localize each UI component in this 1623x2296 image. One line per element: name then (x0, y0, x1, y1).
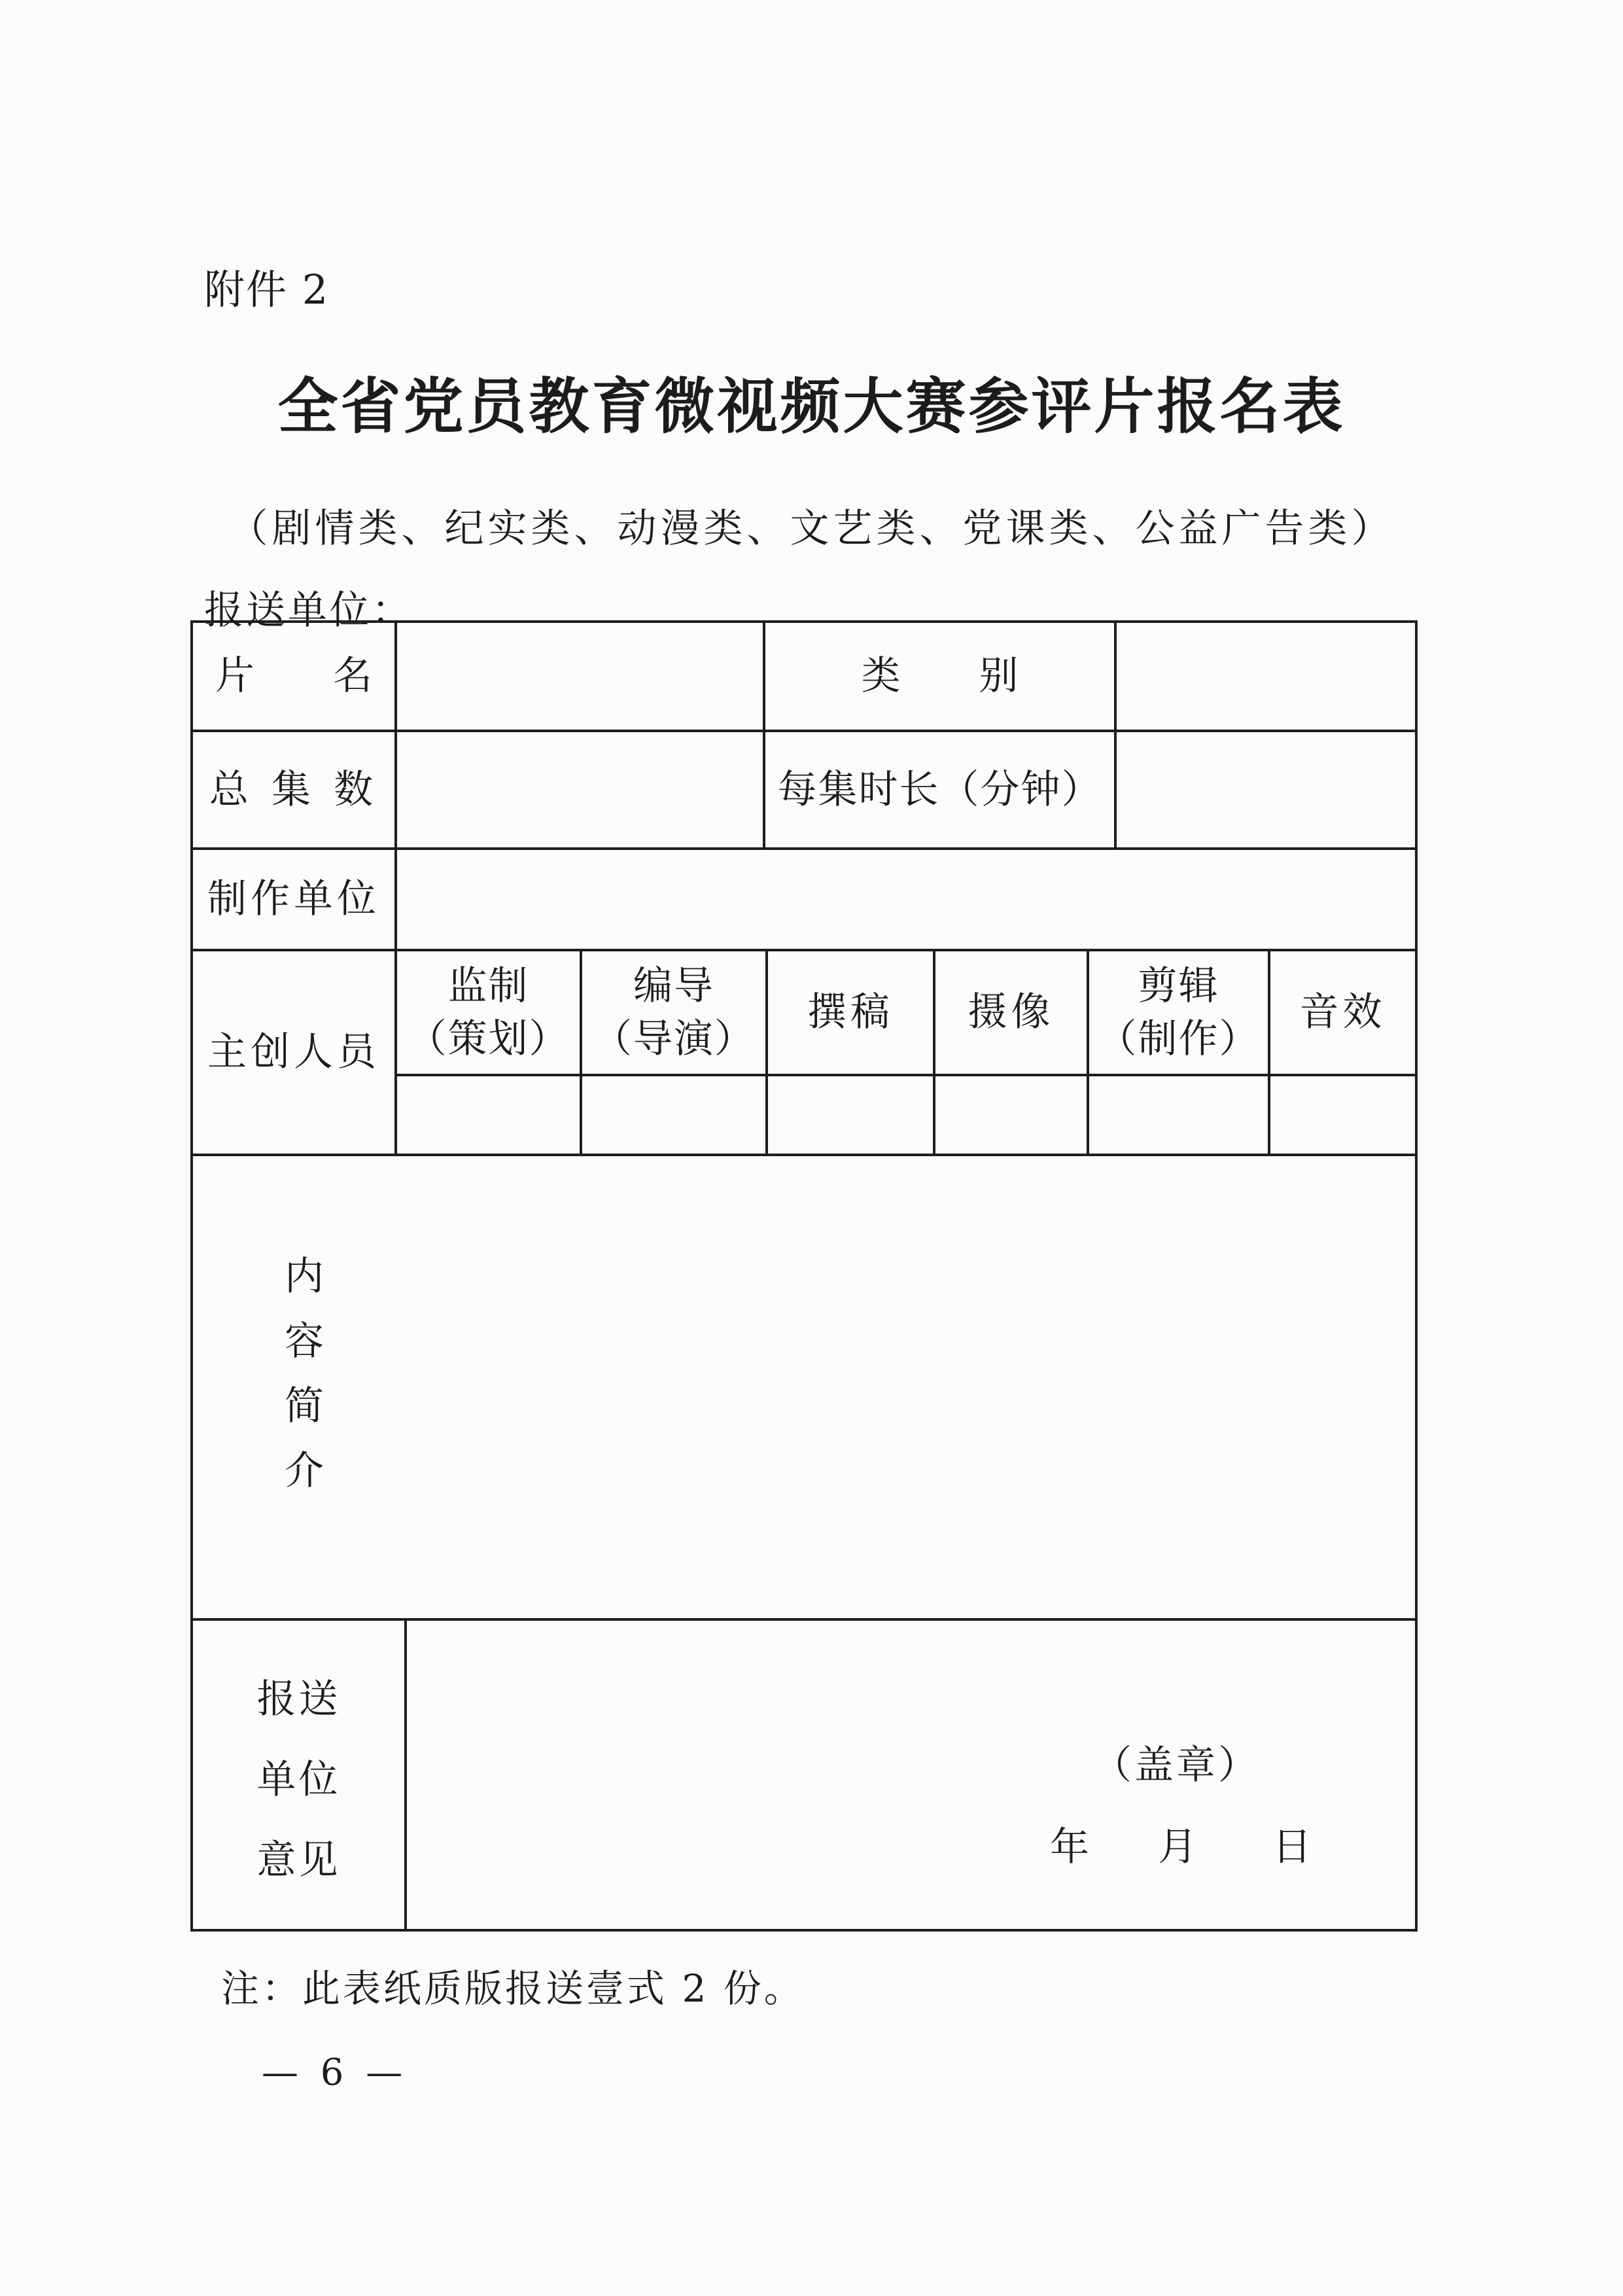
opinion-label-line-2: 单位 (256, 1756, 341, 1803)
opinion-label-line-3: 意见 (256, 1837, 341, 1883)
film-name-label: 片 名 (215, 653, 372, 699)
role-writer-field[interactable] (767, 1075, 934, 1155)
page-number: — 6 — (262, 2051, 408, 2094)
role-editor-label (1088, 950, 1269, 1075)
attachment-label: 附件 2 (204, 266, 330, 313)
date-year-label: 年 (1050, 1824, 1089, 1870)
synopsis-char-2: 容 (285, 1318, 324, 1364)
role-camera-field[interactable] (934, 1075, 1088, 1155)
role-director-field[interactable] (581, 1075, 767, 1155)
role-camera-label: 摄像 (968, 989, 1055, 1035)
role-supervisor-label (396, 950, 581, 1075)
episode-duration-field[interactable] (1115, 731, 1416, 849)
role-editor-title: 剪辑 (1138, 963, 1219, 1009)
role-director-label (581, 950, 767, 1075)
opinion-label (192, 1662, 406, 1898)
date-month-label: 月 (1158, 1824, 1197, 1870)
synopsis-char-1: 内 (285, 1254, 324, 1299)
form-subtitle: （剧情类、纪实类、动漫类、文艺类、党课类、公益广告类） (228, 506, 1395, 552)
role-supervisor-title: 监制 (447, 963, 529, 1009)
production-unit-label: 制作单位 (207, 876, 380, 922)
main-creators-label: 主创人员 (207, 1029, 380, 1075)
role-sound-field[interactable] (1269, 1075, 1416, 1155)
role-supervisor-subtitle: （策划） (407, 1016, 570, 1062)
seal-label: （盖章） (1092, 1742, 1260, 1788)
role-editor-subtitle: （制作） (1097, 1016, 1260, 1062)
form-title: 全省党员教育微视频大赛参评片报名表 (277, 372, 1346, 442)
role-sound-label: 音效 (1299, 989, 1386, 1035)
episode-duration-label: 每集时长（分钟） (777, 766, 1102, 813)
episodes-field[interactable] (396, 731, 764, 849)
role-director-subtitle: （导演） (593, 1016, 755, 1062)
role-supervisor-field[interactable] (396, 1075, 581, 1155)
synopsis-char-4: 介 (285, 1448, 324, 1494)
role-director-title: 编导 (633, 963, 714, 1009)
synopsis-field[interactable] (396, 1155, 1416, 1619)
production-unit-field[interactable] (396, 849, 1416, 950)
role-writer-label: 撰稿 (807, 989, 894, 1035)
category-label: 类 别 (861, 653, 1019, 699)
role-editor-field[interactable] (1088, 1075, 1269, 1155)
sender-unit-label: 报送单位： (204, 588, 413, 633)
opinion-label-line-1: 报送 (256, 1676, 341, 1722)
opinion-field[interactable] (406, 1619, 1416, 1930)
episodes-label: 总 集 数 (209, 766, 379, 813)
date-day-label: 日 (1272, 1824, 1312, 1870)
film-name-field[interactable] (396, 622, 764, 731)
footnote: 注：此表纸质版报送壹式 2 份。 (221, 1966, 805, 2011)
synopsis-label (249, 1230, 360, 1518)
synopsis-char-3: 简 (285, 1383, 324, 1429)
category-field[interactable] (1115, 622, 1416, 731)
